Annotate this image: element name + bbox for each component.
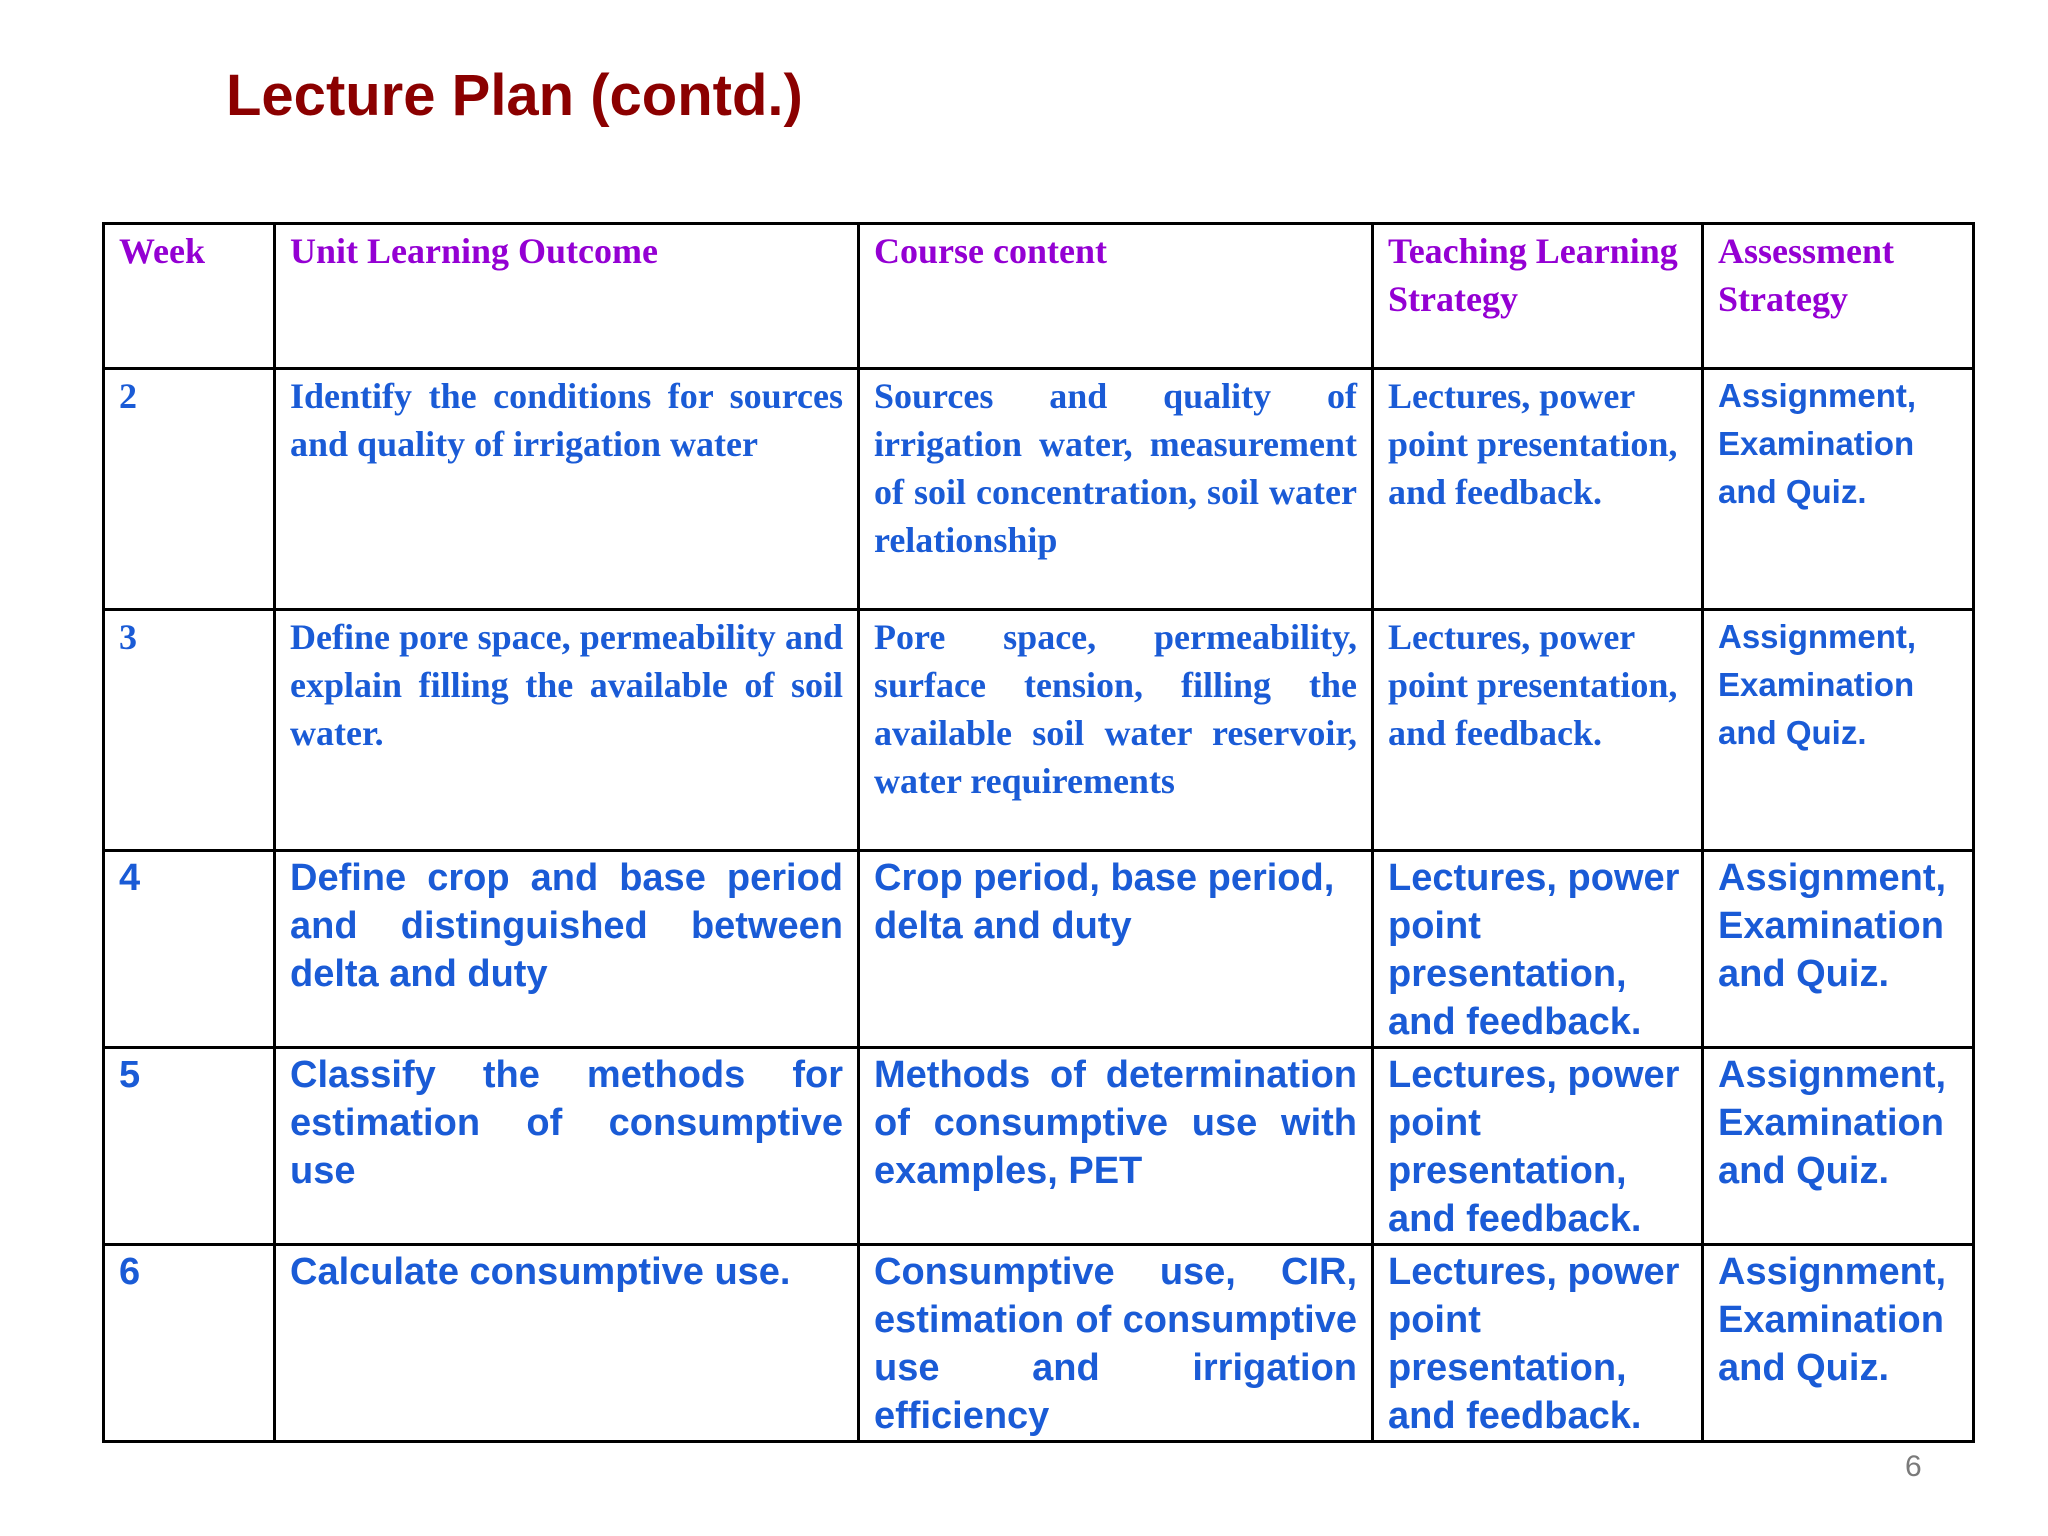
cell-content: Pore space, permeability, surface tension, filling the available soil water reservoir, water requirements bbox=[859, 610, 1373, 851]
page-number: 6 bbox=[1905, 1450, 1922, 1483]
cell-assessment: Assignment, Examination and Quiz. bbox=[1703, 1245, 1974, 1442]
cell-content: Methods of determination of consumptive use with examples, PET bbox=[859, 1048, 1373, 1245]
header-teaching-learning-strategy: Teaching Learning Strategy bbox=[1373, 224, 1703, 369]
table-header-row bbox=[104, 224, 1974, 369]
cell-outcome: Classify the methods for estimation of consumptive use bbox=[275, 1048, 859, 1245]
table-row bbox=[104, 1048, 1974, 1245]
slide-title: Lecture Plan (contd.) bbox=[226, 63, 803, 128]
cell-strategy: Lectures, power point presentation, and feedback. bbox=[1373, 1048, 1703, 1245]
cell-outcome: Define crop and base period and distinguished between delta and duty bbox=[275, 851, 859, 1048]
cell-week: 5 bbox=[104, 1048, 275, 1245]
cell-assessment: Assignment, Examination and Quiz. bbox=[1703, 369, 1974, 610]
cell-strategy: Lectures, power point presentation, and feedback. bbox=[1373, 1245, 1703, 1442]
cell-week: 4 bbox=[104, 851, 275, 1048]
table-row bbox=[104, 1245, 1974, 1442]
cell-content: Crop period, base period, delta and duty bbox=[859, 851, 1373, 1048]
header-unit-learning-outcome: Unit Learning Outcome bbox=[275, 224, 859, 369]
cell-strategy: Lectures, power point presentation, and feedback. bbox=[1373, 851, 1703, 1048]
cell-strategy: Lectures, power point presentation, and feedback. bbox=[1373, 610, 1703, 851]
cell-content: Consumptive use, CIR, estimation of consumptive use and irrigation efficiency bbox=[859, 1245, 1373, 1442]
cell-content: Sources and quality of irrigation water, measurement of soil concentration, soil water relationship bbox=[859, 369, 1373, 610]
lecture-plan-table bbox=[102, 222, 1975, 1443]
cell-week: 2 bbox=[104, 369, 275, 610]
header-assessment-strategy: Assessment Strategy bbox=[1703, 224, 1974, 369]
cell-strategy: Lectures, power point presentation, and feedback. bbox=[1373, 369, 1703, 610]
cell-outcome: Calculate consumptive use. bbox=[275, 1245, 859, 1442]
table-row bbox=[104, 369, 1974, 610]
cell-assessment: Assignment, Examination and Quiz. bbox=[1703, 610, 1974, 851]
cell-assessment: Assignment, Examination and Quiz. bbox=[1703, 1048, 1974, 1245]
header-course-content: Course content bbox=[859, 224, 1373, 369]
cell-outcome: Identify the conditions for sources and quality of irrigation water bbox=[275, 369, 859, 610]
cell-week: 3 bbox=[104, 610, 275, 851]
header-week: Week bbox=[104, 224, 275, 369]
cell-assessment: Assignment, Examination and Quiz. bbox=[1703, 851, 1974, 1048]
cell-outcome: Define pore space, permeability and explain filling the available of soil water. bbox=[275, 610, 859, 851]
table-row bbox=[104, 851, 1974, 1048]
cell-week: 6 bbox=[104, 1245, 275, 1442]
table-row bbox=[104, 610, 1974, 851]
